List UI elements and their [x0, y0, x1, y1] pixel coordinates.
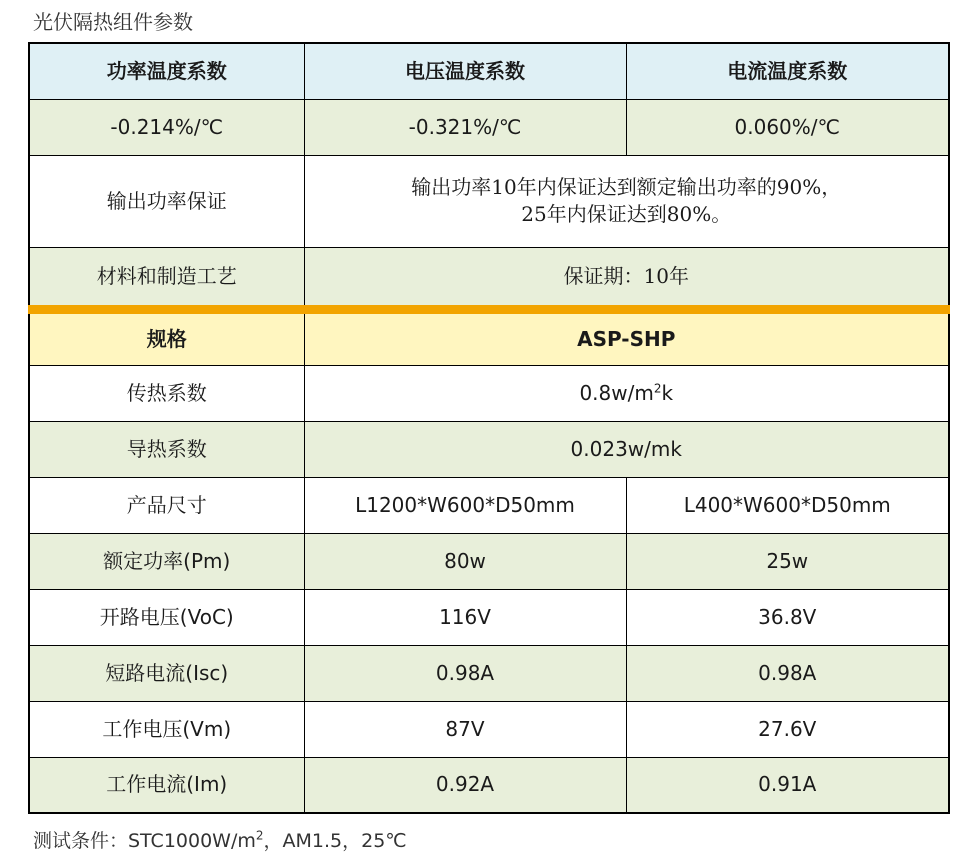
spec-model: ASP-SHP	[304, 309, 949, 365]
heat-transfer-row	[29, 365, 949, 421]
test-condition-note	[33, 826, 407, 853]
output-warranty-value	[304, 155, 949, 247]
row-value-small-module: 27.6V	[626, 701, 949, 757]
temp-coefficient-header-row	[29, 43, 949, 99]
table-row	[29, 589, 949, 645]
page-title: 光伏隔热组件参数	[33, 10, 193, 34]
header-current-temp-coefficient: 电流温度系数	[626, 43, 949, 99]
row-label: 工作电压(Vm)	[29, 701, 304, 757]
output-warranty-line1: 输出功率10年内保证达到额定输出功率的90%，	[411, 175, 842, 199]
power-temp-coefficient-value: -0.214%/℃	[29, 99, 304, 155]
row-value-large-module: 80w	[304, 533, 626, 589]
row-value-small-module: L400*W600*D50mm	[626, 477, 949, 533]
material-warranty-label: 材料和制造工艺	[29, 247, 304, 309]
test-condition-sup: 2	[255, 828, 264, 843]
header-voltage-temp-coefficient: 电压温度系数	[304, 43, 626, 99]
table-row	[29, 757, 949, 813]
row-value-small-module: 36.8V	[626, 589, 949, 645]
table-row	[29, 533, 949, 589]
row-label: 工作电流(Im)	[29, 757, 304, 813]
test-condition-suffix: ，AM1.5，25℃	[263, 830, 407, 852]
parameters-table	[28, 42, 950, 814]
row-value-large-module: 0.92A	[304, 757, 626, 813]
row-value-small-module: 0.91A	[626, 757, 949, 813]
row-value-small-module: 25w	[626, 533, 949, 589]
thermal-conductivity-label: 导热系数	[29, 421, 304, 477]
row-value-large-module: 87V	[304, 701, 626, 757]
heat-transfer-value	[304, 365, 949, 421]
heat-transfer-label: 传热系数	[29, 365, 304, 421]
row-label: 短路电流(Isc)	[29, 645, 304, 701]
row-value-large-module: 0.98A	[304, 645, 626, 701]
row-value-large-module: 116V	[304, 589, 626, 645]
spec-label: 规格	[29, 309, 304, 365]
table-row	[29, 645, 949, 701]
current-temp-coefficient-value: 0.060%/℃	[626, 99, 949, 155]
test-condition-prefix: 测试条件：STC1000W/m	[33, 830, 256, 852]
heat-transfer-value-sup: 2	[653, 380, 662, 395]
spec-row	[29, 309, 949, 365]
temp-coefficient-value-row	[29, 99, 949, 155]
material-warranty-value: 保证期：10年	[304, 247, 949, 309]
row-label: 开路电压(VoC)	[29, 589, 304, 645]
table-row	[29, 701, 949, 757]
heat-transfer-value-main: 0.8w/m	[579, 380, 654, 405]
output-warranty-row	[29, 155, 949, 247]
row-value-small-module: 0.98A	[626, 645, 949, 701]
row-value-large-module: L1200*W600*D50mm	[304, 477, 626, 533]
material-warranty-row	[29, 247, 949, 309]
thermal-conductivity-value: 0.023w/mk	[304, 421, 949, 477]
output-warranty-label: 输出功率保证	[29, 155, 304, 247]
thermal-conductivity-row	[29, 421, 949, 477]
header-power-temp-coefficient: 功率温度系数	[29, 43, 304, 99]
row-label: 额定功率(Pm)	[29, 533, 304, 589]
table-row	[29, 477, 949, 533]
output-warranty-line2: 25年内保证达到80%。	[521, 202, 732, 226]
heat-transfer-value-tail: k	[661, 380, 674, 405]
row-label: 产品尺寸	[29, 477, 304, 533]
voltage-temp-coefficient-value: -0.321%/℃	[304, 99, 626, 155]
